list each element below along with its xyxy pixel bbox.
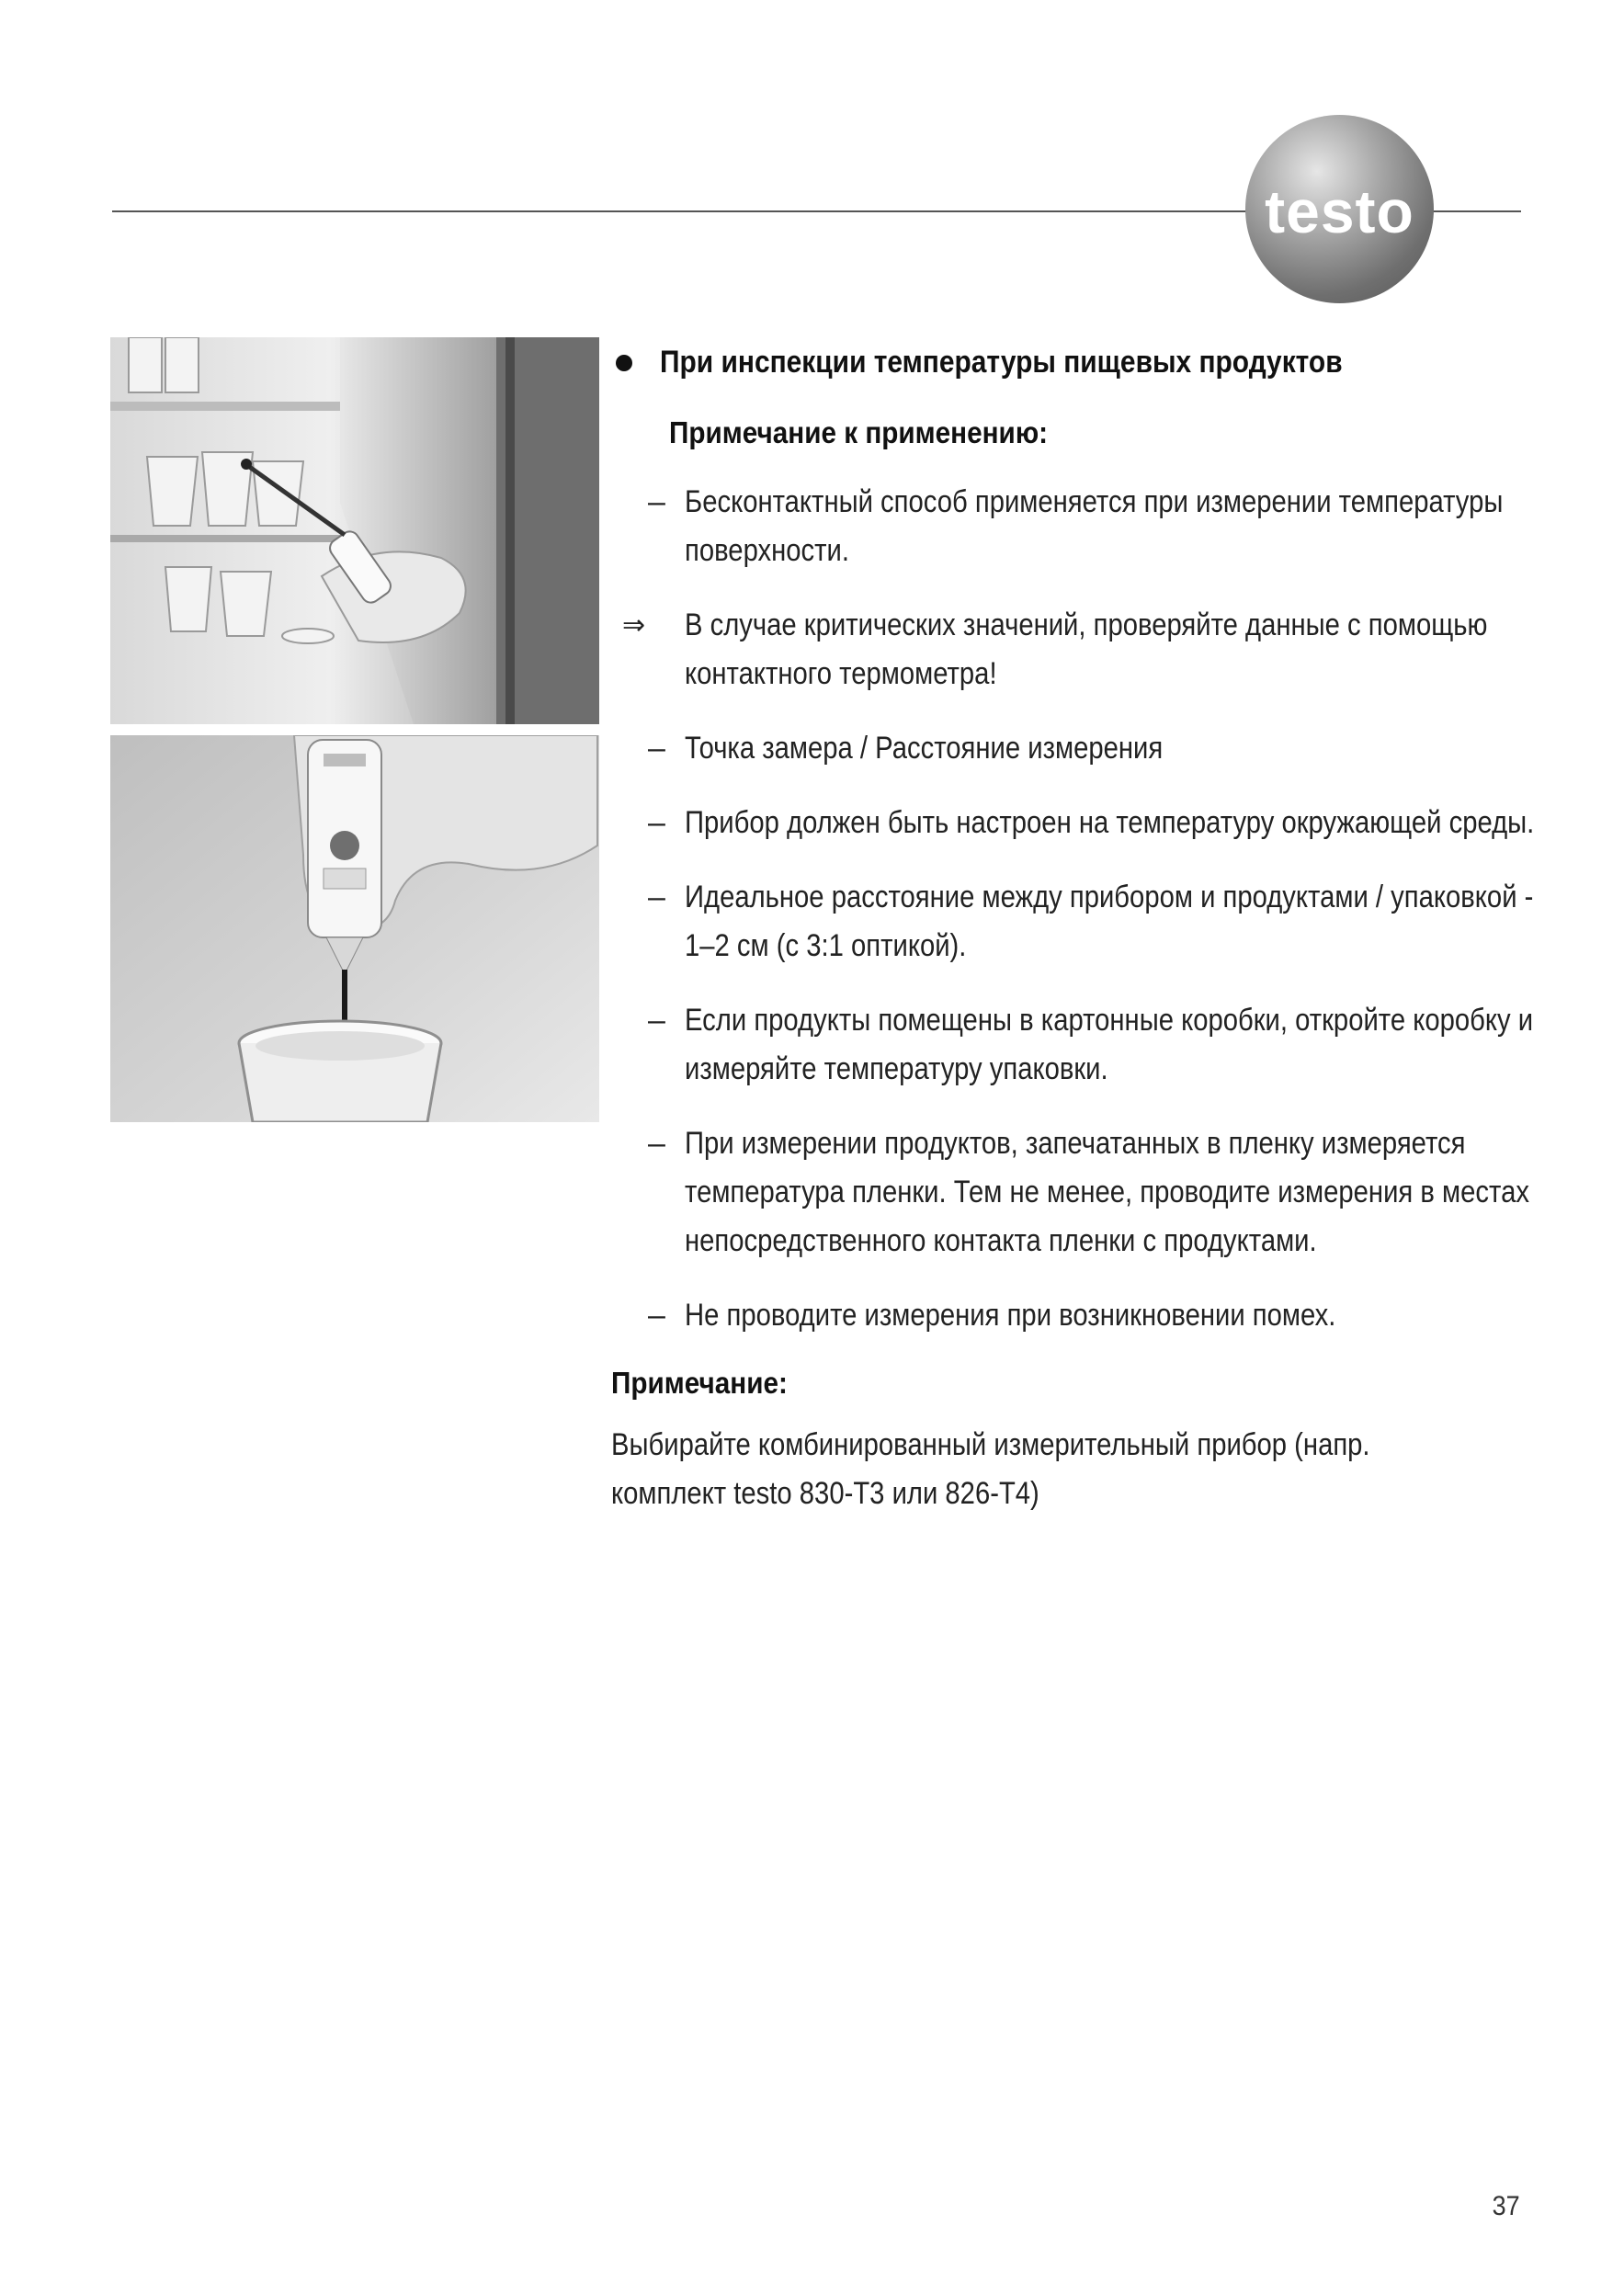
bullet-icon bbox=[616, 355, 632, 371]
list-item bbox=[622, 601, 1558, 698]
list-item-text: Бесконтактный способ применяется при измерении температуры поверхности. bbox=[685, 484, 1504, 568]
note-heading: Примечание: bbox=[611, 1366, 788, 1400]
section-title-row bbox=[616, 345, 1535, 380]
list-item bbox=[648, 799, 1558, 847]
list-item-text: Идеальное расстояние между прибором и продуктами / упаковкой - 1–2 см (с 3:1 оптикой). bbox=[685, 880, 1534, 963]
usage-note-heading: Примечание к применению: bbox=[669, 415, 1049, 449]
logo-text: testo bbox=[1265, 176, 1414, 245]
arrow-icon: ⇒ bbox=[622, 610, 646, 641]
dash-marker: – bbox=[648, 805, 665, 840]
photo-probe-measurement bbox=[110, 735, 599, 1122]
list-item bbox=[648, 724, 1558, 773]
dash-marker: – bbox=[648, 1126, 665, 1161]
list-item-text: Не проводите измерения при возникновении помех. bbox=[685, 1298, 1336, 1333]
photo-fridge-measurement bbox=[110, 337, 599, 724]
dash-marker: – bbox=[648, 484, 665, 519]
dash-marker: – bbox=[648, 731, 665, 766]
usage-note-list bbox=[611, 478, 1535, 1340]
list-item-text: Точка замера / Расстояние измерения bbox=[685, 731, 1164, 766]
page-number: 37 bbox=[1492, 2191, 1520, 2221]
list-item bbox=[648, 996, 1558, 1094]
list-item-text: При измерении продуктов, запечатанных в пленку измеряется температура пленки. Тем не менее, проводите измерения в местах непосредственного контакта пленки с продуктами. bbox=[685, 1126, 1529, 1258]
section-title: При инспекции температуры пищевых продуктов bbox=[660, 345, 1343, 380]
dash-marker: – bbox=[648, 880, 665, 914]
list-item-text: Если продукты помещены в картонные коробки, откройте коробку и измеряйте температуру упаковки. bbox=[685, 1003, 1534, 1086]
list-item bbox=[648, 1119, 1558, 1266]
testo-logo bbox=[1245, 115, 1434, 303]
main-content bbox=[611, 345, 1535, 1518]
list-item bbox=[648, 478, 1558, 575]
note-text: Выбирайте комбинированный измерительный прибор (напр. комплект testo 830-T3 или 826-T4) bbox=[611, 1427, 1370, 1511]
dash-marker: – bbox=[648, 1003, 665, 1038]
dash-marker: – bbox=[648, 1298, 665, 1333]
list-item bbox=[648, 1291, 1558, 1340]
list-item-text: В случае критических значений, проверяйте данные с помощью контактного термометра! bbox=[685, 607, 1488, 691]
list-item bbox=[648, 873, 1558, 971]
list-item-text: Прибор должен быть настроен на температуру окружающей среды. bbox=[685, 805, 1535, 840]
